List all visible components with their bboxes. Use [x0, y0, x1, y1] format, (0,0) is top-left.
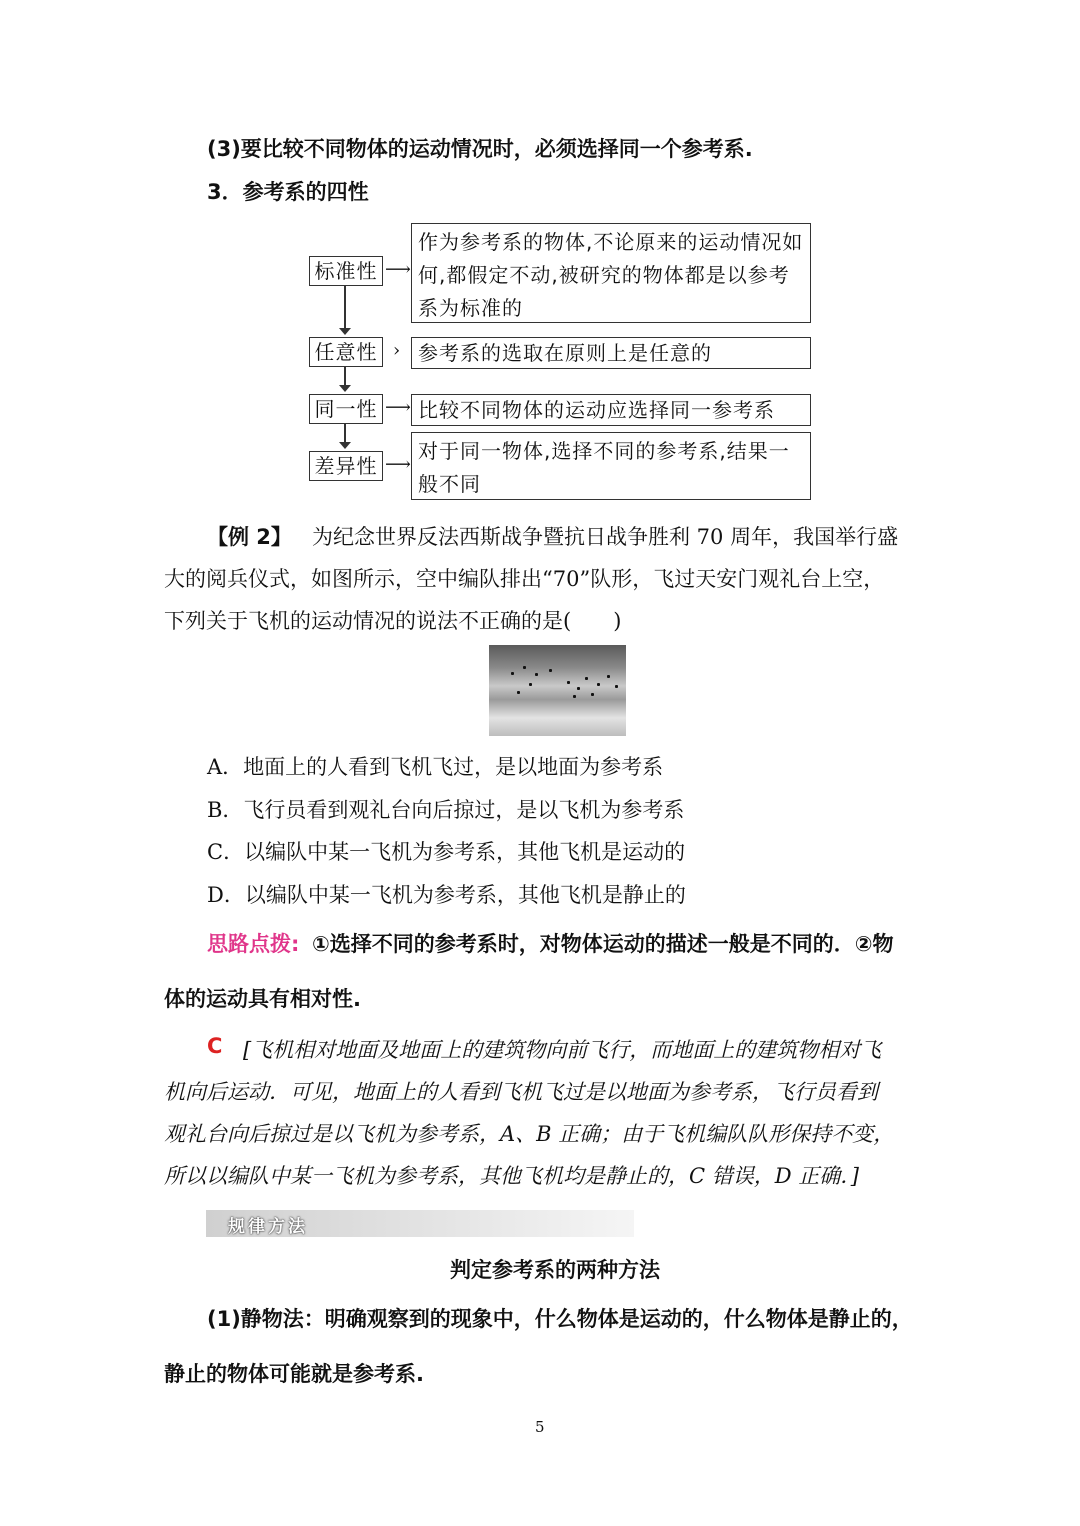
plane-dot — [567, 681, 570, 684]
desc-box-sameness: 比较不同物体的运动应选择同一参考系 — [411, 394, 811, 426]
answer-line-3: 观礼台向后掠过是以飞机为参考系，A、B 正确；由于飞机编队队形保持不变， — [164, 1122, 895, 1146]
example-line-1: 为纪念世界反法西斯战争暨抗日战争胜利 70 周年，我国举行盛 — [312, 525, 899, 549]
plane-dot — [511, 672, 514, 675]
plane-dot — [535, 673, 538, 676]
plane-dot — [597, 683, 600, 686]
hint-label: 思路点拨: — [207, 932, 300, 956]
plane-dot — [529, 683, 532, 686]
plane-dot — [517, 691, 520, 694]
arrow-right-icon: › — [393, 340, 401, 361]
option-d: D．以编队中某一飞机为参考系，其他飞机是静止的 — [207, 883, 686, 907]
hint-line-2: 体的运动具有相对性. — [164, 987, 361, 1011]
plane-dot — [573, 695, 576, 698]
option-a: A．地面上的人看到飞机飞过，是以地面为参考系 — [207, 755, 664, 779]
arrow-right-icon: ⟶ — [385, 259, 411, 280]
arrow-down-icon — [339, 328, 351, 335]
desc-box-standard: 作为参考系的物体,不论原来的运动情况如何,都假定不动,被研究的物体都是以参考系为标准的 — [411, 223, 811, 323]
plane-dot — [585, 677, 588, 680]
plane-dot — [523, 666, 526, 669]
arrow-down-icon — [339, 385, 351, 392]
arrow-right-icon: ⟶ — [385, 397, 411, 418]
connector-line — [344, 424, 346, 443]
plane-dot — [591, 693, 594, 696]
method-banner — [206, 1210, 634, 1237]
label-box-sameness: 同一性 — [309, 394, 383, 424]
plane-dot — [549, 669, 552, 672]
intro-line-3: (3)要比较不同物体的运动情况时，必须选择同一个参考系. — [207, 137, 753, 161]
arrow-right-icon: ⟶ — [385, 454, 411, 475]
answer-letter: C — [207, 1034, 223, 1058]
plane-dot — [577, 687, 580, 690]
plane-dot — [615, 685, 618, 688]
hint-line-1: ①选择不同的参考系时，对物体运动的描述一般是不同的．②物 — [312, 932, 894, 956]
example-line-2: 大的阅兵仪式，如图所示，空中编队排出“70”队形，飞过天安门观礼台上空， — [164, 567, 885, 591]
example-line-3: 下列关于飞机的运动情况的说法不正确的是( ) — [164, 609, 622, 633]
example-tag: 【例 2】 — [207, 525, 292, 549]
connector-line — [344, 286, 346, 329]
section-heading: 3．参考系的四性 — [207, 180, 369, 204]
answer-line-2: 机向后运动．可见，地面上的人看到飞机飞过是以地面为参考系，飞行员看到 — [164, 1080, 878, 1104]
plane-dot — [607, 675, 610, 678]
answer-line-4: 所以以编队中某一飞机为参考系，其他飞机均是静止的，C 错误，D 正确．] — [164, 1164, 859, 1188]
desc-box-difference: 对于同一物体,选择不同的参考系,结果一般不同 — [411, 432, 811, 500]
page-number: 5 — [535, 1418, 545, 1436]
arrow-down-icon — [339, 442, 351, 449]
method-title: 判定参考系的两种方法 — [450, 1258, 660, 1282]
method-banner-label: 规律方法 — [228, 1217, 308, 1237]
label-box-standard: 标准性 — [309, 256, 383, 286]
flyover-photo — [489, 645, 626, 736]
method-line-2: 静止的物体可能就是参考系. — [164, 1362, 424, 1386]
label-box-arbitrary: 任意性 — [309, 337, 383, 367]
desc-box-arbitrary: 参考系的选取在原则上是任意的 — [411, 337, 811, 369]
method-line-1: (1)静物法：明确观察到的现象中，什么物体是运动的，什么物体是静止的， — [207, 1307, 913, 1331]
option-c: C．以编队中某一飞机为参考系，其他飞机是运动的 — [207, 840, 686, 864]
answer-line-1: [飞机相对地面及地面上的建筑物向前飞行，而地面上的建筑物相对飞 — [243, 1038, 882, 1062]
option-b: B．飞行员看到观礼台向后掠过，是以飞机为参考系 — [207, 798, 685, 822]
label-box-difference: 差异性 — [309, 451, 383, 481]
connector-line — [344, 367, 346, 386]
